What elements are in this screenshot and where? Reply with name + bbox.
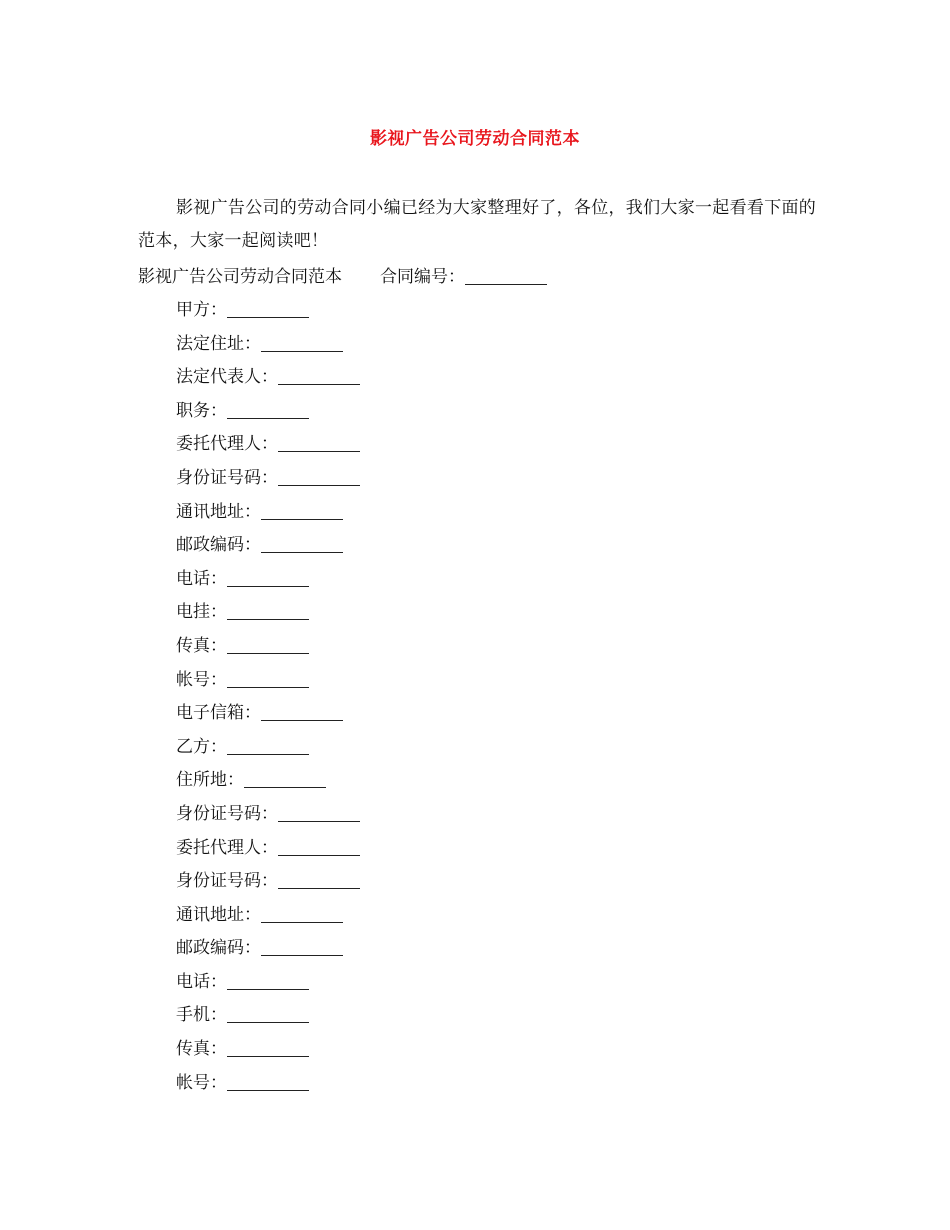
field-line (176, 497, 360, 531)
intro-paragraph: 影视广告公司的劳动合同小编已经为大家整理好了，各位，我们大家一起看看下面的范本，大家一起阅读吧！ (138, 198, 817, 251)
field-line (176, 530, 360, 564)
field-blank (227, 570, 309, 587)
field-label: 住所地： (176, 770, 244, 791)
field-label: 电子信箱： (176, 703, 261, 724)
field-line (176, 967, 360, 1001)
field-blank (227, 301, 309, 318)
field-line (176, 833, 360, 867)
field-blank (227, 1040, 309, 1057)
field-line (176, 597, 360, 631)
contract-heading-line (138, 262, 547, 287)
field-blank (227, 637, 309, 654)
field-line (176, 1068, 360, 1102)
field-line (176, 564, 360, 598)
field-line (176, 329, 360, 363)
field-blank (261, 335, 343, 352)
field-line (176, 463, 360, 497)
field-blank (227, 402, 309, 419)
field-line (176, 396, 360, 430)
field-label: 甲方： (176, 300, 227, 320)
field-label: 传真： (176, 635, 227, 656)
field-blank (278, 469, 360, 486)
field-label: 帐号： (176, 669, 227, 690)
field-blank (227, 973, 309, 990)
field-blank (244, 771, 326, 788)
field-label: 电挂： (176, 602, 227, 623)
field-label: 乙方： (176, 736, 227, 757)
field-label: 身份证号码： (176, 467, 278, 488)
field-label: 法定代表人： (176, 367, 278, 388)
field-label: 身份证号码： (176, 803, 278, 824)
contract-number-label: 合同编号： (380, 267, 465, 287)
field-blank (278, 805, 360, 822)
field-label: 传真： (176, 1039, 227, 1060)
field-label: 通讯地址： (176, 904, 261, 925)
contract-number-blank (465, 268, 547, 285)
field-label: 帐号： (176, 1072, 227, 1093)
field-label: 电话： (176, 971, 227, 992)
field-blank (278, 872, 360, 889)
field-label: 职务： (176, 400, 227, 421)
field-blank (227, 603, 309, 620)
field-line (176, 1034, 360, 1068)
field-label: 法定住址： (176, 333, 261, 354)
field-blank (278, 839, 360, 856)
field-label: 通讯地址： (176, 501, 261, 522)
field-label: 身份证号码： (176, 871, 278, 892)
field-blank (261, 939, 343, 956)
field-label: 电话： (176, 568, 227, 589)
field-label: 委托代理人： (176, 837, 278, 858)
field-label: 邮政编码： (176, 938, 261, 959)
field-line (176, 732, 360, 766)
field-line (176, 900, 360, 934)
field-line (176, 362, 360, 396)
field-label: 手机： (176, 1005, 227, 1026)
field-line (176, 1000, 360, 1034)
field-blank (278, 368, 360, 385)
contract-name: 影视广告公司劳动合同范本 (138, 267, 342, 287)
field-line (176, 631, 360, 665)
field-blank (278, 435, 360, 452)
field-blank (227, 1074, 309, 1091)
field-line (176, 295, 360, 329)
field-line (176, 765, 360, 799)
field-label: 邮政编码： (176, 535, 261, 556)
field-line (176, 799, 360, 833)
field-blank (227, 738, 309, 755)
field-line (176, 429, 360, 463)
field-label: 委托代理人： (176, 434, 278, 455)
field-blank (261, 536, 343, 553)
field-blank (261, 704, 343, 721)
field-line (176, 665, 360, 699)
field-blank (261, 906, 343, 923)
document-title: 影视广告公司劳动合同范本 (370, 129, 580, 149)
field-line (176, 866, 360, 900)
field-blank (227, 671, 309, 688)
field-blank (261, 503, 343, 520)
field-blank (227, 1006, 309, 1023)
field-line (176, 933, 360, 967)
field-line (176, 698, 360, 732)
party-fields-list (176, 295, 360, 1101)
